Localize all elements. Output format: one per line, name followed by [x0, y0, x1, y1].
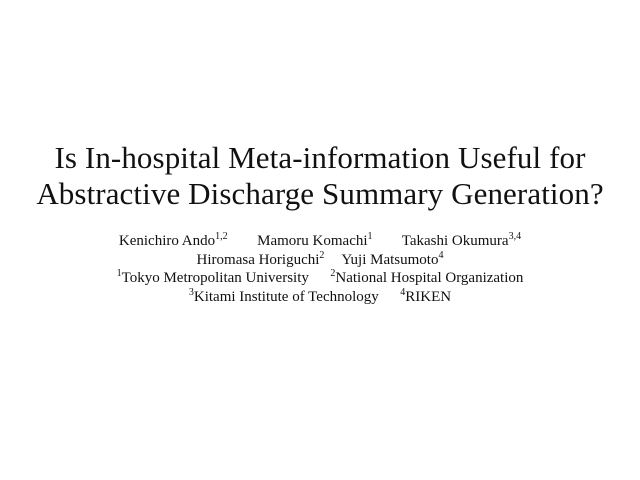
- affiliation-mark-1: 1: [116, 268, 122, 279]
- affiliation-name-2: National Hospital Organization: [335, 270, 524, 286]
- author-affiliation-mark-5: 4: [438, 250, 444, 261]
- author-line-1: [0, 231, 640, 251]
- affiliation-mark-4: 4: [400, 287, 406, 298]
- author-name-3: Takashi Okumura: [401, 233, 509, 249]
- author-name-1: Kenichiro Ando: [118, 233, 216, 249]
- author-name-4: Hiromasa Horiguchi: [196, 252, 320, 268]
- affiliation-mark-3: 3: [188, 287, 194, 298]
- affiliation-line-1: [0, 268, 640, 288]
- paper-title-line-1: Is In-hospital Meta-information Useful for: [54, 140, 586, 175]
- author-affiliation-mark-2: 1: [367, 231, 373, 242]
- author-affiliation-mark-3: 3,4: [508, 231, 522, 242]
- author-line-2: [0, 250, 640, 270]
- affiliation-name-4: RIKEN: [405, 289, 452, 305]
- affiliation-name-1: Tokyo Metropolitan University: [121, 270, 309, 286]
- author-name-5: Yuji Matsumoto: [341, 252, 439, 268]
- affiliation-name-3: Kitami Institute of Technology: [193, 289, 379, 305]
- paper-title-line-2: Abstractive Discharge Summary Generation?: [36, 176, 604, 211]
- affiliation-mark-2: 2: [330, 268, 336, 279]
- author-affiliation-mark-4: 2: [319, 250, 325, 261]
- author-name-2: Mamoru Komachi: [257, 233, 368, 249]
- author-affiliation-mark-1: 1,2: [215, 231, 228, 242]
- affiliation-line-2: [0, 287, 640, 307]
